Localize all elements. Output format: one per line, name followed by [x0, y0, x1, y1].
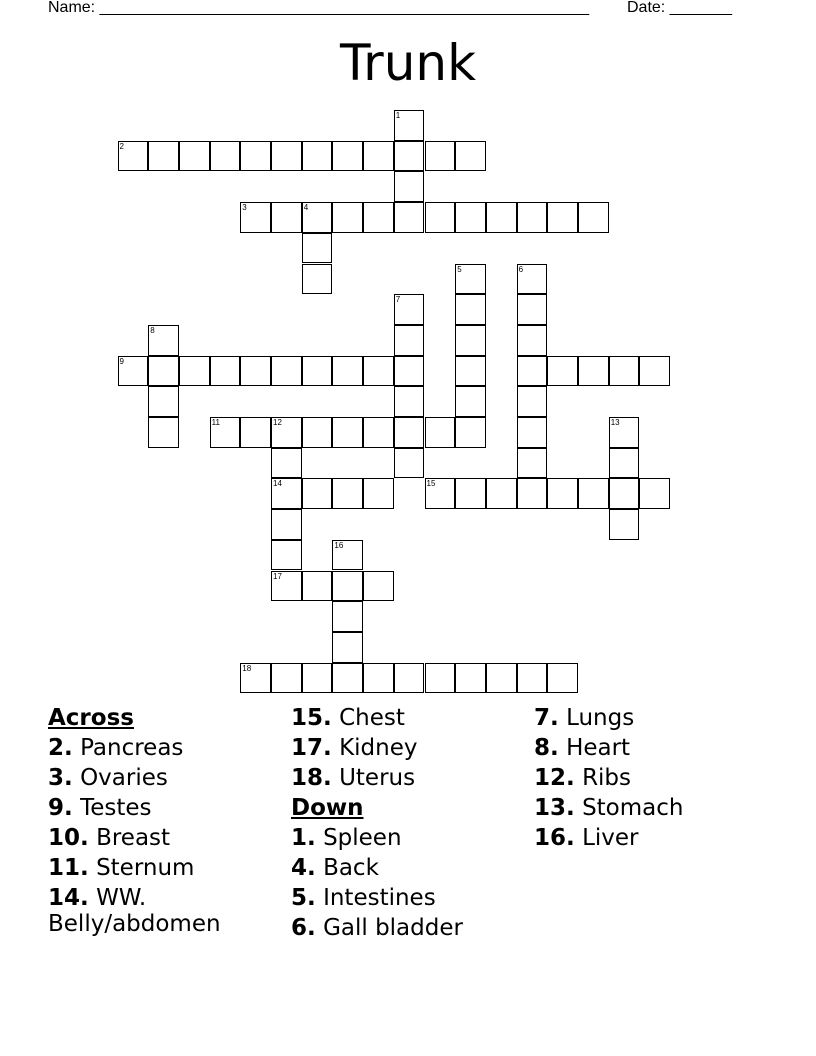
grid-cell[interactable]: [394, 110, 425, 141]
across-heading: Across: [48, 705, 134, 731]
clue-across-14: 14. WW. Belly/abdomen: [48, 885, 221, 937]
grid-cell[interactable]: [394, 171, 425, 202]
grid-cell[interactable]: [271, 141, 302, 172]
cell-number: 4: [303, 203, 309, 213]
grid-cell[interactable]: [118, 141, 149, 172]
clue-across-11: 11. Sternum: [48, 855, 195, 881]
grid-cell[interactable]: [210, 356, 241, 387]
cell-number: 15: [426, 479, 436, 489]
grid-cell[interactable]: [271, 571, 302, 602]
grid-cell[interactable]: [455, 356, 486, 387]
clue-across-17: 17. Kidney: [291, 735, 418, 761]
grid-cell[interactable]: [332, 601, 363, 632]
grid-cell[interactable]: [332, 663, 363, 694]
grid-cell[interactable]: [517, 417, 548, 448]
clue-down-12: 12. Ribs: [534, 765, 632, 791]
clue-down-7: 7. Lungs: [534, 705, 635, 731]
grid-cell[interactable]: [547, 663, 578, 694]
grid-cell[interactable]: [240, 663, 271, 694]
grid-cell[interactable]: [332, 571, 363, 602]
grid-cell[interactable]: [609, 478, 640, 509]
clue-down-4: 4. Back: [291, 855, 379, 881]
clue-column-2: [291, 703, 526, 943]
grid-cell[interactable]: [118, 356, 149, 387]
grid-cell[interactable]: [394, 202, 425, 233]
grid-cell[interactable]: [455, 417, 486, 448]
grid-cell[interactable]: [578, 478, 609, 509]
grid-cell[interactable]: [332, 202, 363, 233]
clue-across-18: 18. Uterus: [291, 765, 416, 791]
grid-cell[interactable]: [302, 417, 333, 448]
cell-number: 17: [273, 571, 282, 581]
grid-cell[interactable]: [148, 386, 179, 417]
grid-cell[interactable]: [271, 509, 302, 540]
grid-cell[interactable]: [547, 202, 578, 233]
cell-number: 9: [119, 356, 124, 366]
grid-cell[interactable]: [302, 141, 333, 172]
date-field-label: Date: _______: [627, 0, 732, 16]
grid-cell[interactable]: [394, 325, 425, 356]
grid-cell[interactable]: [148, 417, 179, 448]
grid-cell[interactable]: [394, 386, 425, 417]
grid-cell[interactable]: [179, 356, 210, 387]
grid-cell[interactable]: [148, 325, 179, 356]
grid-cell[interactable]: [455, 294, 486, 325]
grid-cell[interactable]: [455, 386, 486, 417]
grid-cell[interactable]: [547, 356, 578, 387]
cell-number: 5: [457, 264, 462, 274]
grid-cell[interactable]: [517, 202, 548, 233]
grid-cell[interactable]: [517, 448, 548, 479]
grid-cell[interactable]: [455, 264, 486, 295]
clue-across-3: 3. Ovaries: [48, 765, 168, 791]
grid-cell[interactable]: [302, 356, 333, 387]
grid-cell[interactable]: [547, 478, 578, 509]
grid-cell[interactable]: [455, 478, 486, 509]
clue-across-9: 9. Testes: [48, 795, 152, 821]
grid-cell[interactable]: [302, 202, 333, 233]
cell-number: 12: [273, 418, 282, 427]
cell-number: 7: [395, 295, 401, 305]
grid-cell[interactable]: [210, 141, 241, 172]
grid-cell[interactable]: [517, 356, 548, 387]
down-heading: Down: [291, 795, 364, 821]
grid-cell[interactable]: [486, 663, 517, 694]
clue-column-1: [48, 703, 283, 937]
grid-cell[interactable]: [609, 356, 640, 387]
grid-cell[interactable]: [455, 141, 486, 172]
cell-number: 8: [150, 325, 155, 335]
grid-cell[interactable]: [517, 325, 548, 356]
grid-cell[interactable]: [302, 663, 333, 694]
grid-cell[interactable]: [394, 356, 425, 387]
grid-cell[interactable]: [609, 417, 640, 448]
grid-cell[interactable]: [332, 417, 363, 448]
grid-cell[interactable]: [302, 264, 333, 295]
grid-cell[interactable]: [394, 294, 425, 325]
grid-cell[interactable]: [332, 540, 363, 571]
cell-number: 2: [119, 141, 124, 151]
grid-cell[interactable]: [148, 356, 179, 387]
grid-cell[interactable]: [240, 356, 271, 387]
grid-cell[interactable]: [517, 478, 548, 509]
grid-cell[interactable]: [425, 417, 456, 448]
grid-cell[interactable]: [394, 417, 425, 448]
grid-cell[interactable]: [302, 478, 333, 509]
clue-across-10: 10. Breast: [48, 825, 171, 851]
grid-cell[interactable]: [363, 202, 394, 233]
grid-cell[interactable]: [425, 202, 456, 233]
clue-down-5: 5. Intestines: [291, 885, 436, 911]
grid-cell[interactable]: [210, 417, 241, 448]
grid-cell[interactable]: [425, 141, 456, 172]
grid-cell[interactable]: [394, 141, 425, 172]
grid-cell[interactable]: [271, 417, 302, 448]
grid-cell[interactable]: [486, 478, 517, 509]
grid-cell[interactable]: [455, 325, 486, 356]
cell-number: 14: [273, 479, 282, 489]
grid-cell[interactable]: [240, 417, 271, 448]
grid-cell[interactable]: [517, 386, 548, 417]
grid-cell[interactable]: [332, 356, 363, 387]
grid-cell[interactable]: [609, 448, 640, 479]
grid-cell[interactable]: [517, 294, 548, 325]
grid-cell[interactable]: [639, 478, 670, 509]
clue-down-13: 13. Stomach: [534, 795, 684, 821]
grid-cell[interactable]: [332, 141, 363, 172]
grid-cell[interactable]: [455, 663, 486, 694]
grid-cell[interactable]: [271, 540, 302, 571]
grid-cell[interactable]: [271, 448, 302, 479]
grid-cell[interactable]: [425, 663, 456, 694]
grid-cell[interactable]: [578, 356, 609, 387]
grid-cell[interactable]: [179, 141, 210, 172]
clue-across-15: 15. Chest: [291, 705, 405, 731]
cell-number: 1: [395, 111, 401, 120]
grid-cell[interactable]: [363, 663, 394, 694]
grid-cell[interactable]: [455, 202, 486, 233]
cell-number: 11: [211, 418, 220, 427]
cell-number: 3: [242, 203, 247, 213]
cell-number: 6: [518, 264, 524, 274]
grid-cell[interactable]: [240, 202, 271, 233]
grid-cell[interactable]: [639, 356, 670, 387]
cell-number: 16: [334, 540, 344, 550]
grid-cell[interactable]: [271, 356, 302, 387]
grid-cell[interactable]: [302, 571, 333, 602]
clue-column-3: [534, 703, 774, 853]
grid-cell[interactable]: [332, 478, 363, 509]
clue-down-1: 1. Spleen: [291, 825, 402, 851]
cell-number: 18: [242, 663, 252, 673]
grid-cell[interactable]: [517, 663, 548, 694]
clue-down-8: 8. Heart: [534, 735, 631, 761]
name-field-label: Name: _______________________________________________________: [48, 0, 589, 16]
grid-cell[interactable]: [486, 202, 517, 233]
grid-cell[interactable]: [394, 448, 425, 479]
clue-across-2: 2. Pancreas: [48, 735, 184, 761]
grid-cell[interactable]: [271, 478, 302, 509]
grid-cell[interactable]: [578, 202, 609, 233]
grid-cell[interactable]: [332, 632, 363, 663]
grid-cell[interactable]: [271, 663, 302, 694]
grid-cell[interactable]: [363, 141, 394, 172]
grid-cell[interactable]: [302, 233, 333, 264]
grid-cell[interactable]: [363, 356, 394, 387]
grid-cell[interactable]: [240, 141, 271, 172]
grid-cell[interactable]: [425, 478, 456, 509]
grid-cell[interactable]: [271, 202, 302, 233]
grid-cell[interactable]: [609, 509, 640, 540]
page-title: Trunk: [339, 34, 477, 92]
cell-number: 13: [610, 418, 620, 427]
grid-cell[interactable]: [363, 571, 394, 602]
clue-down-6: 6. Gall bladder: [291, 915, 463, 941]
grid-cell[interactable]: [363, 478, 394, 509]
grid-cell[interactable]: [363, 417, 394, 448]
grid-cell[interactable]: [517, 264, 548, 295]
grid-cell[interactable]: [148, 141, 179, 172]
clue-down-16: 16. Liver: [534, 825, 639, 851]
grid-cell[interactable]: [394, 663, 425, 694]
